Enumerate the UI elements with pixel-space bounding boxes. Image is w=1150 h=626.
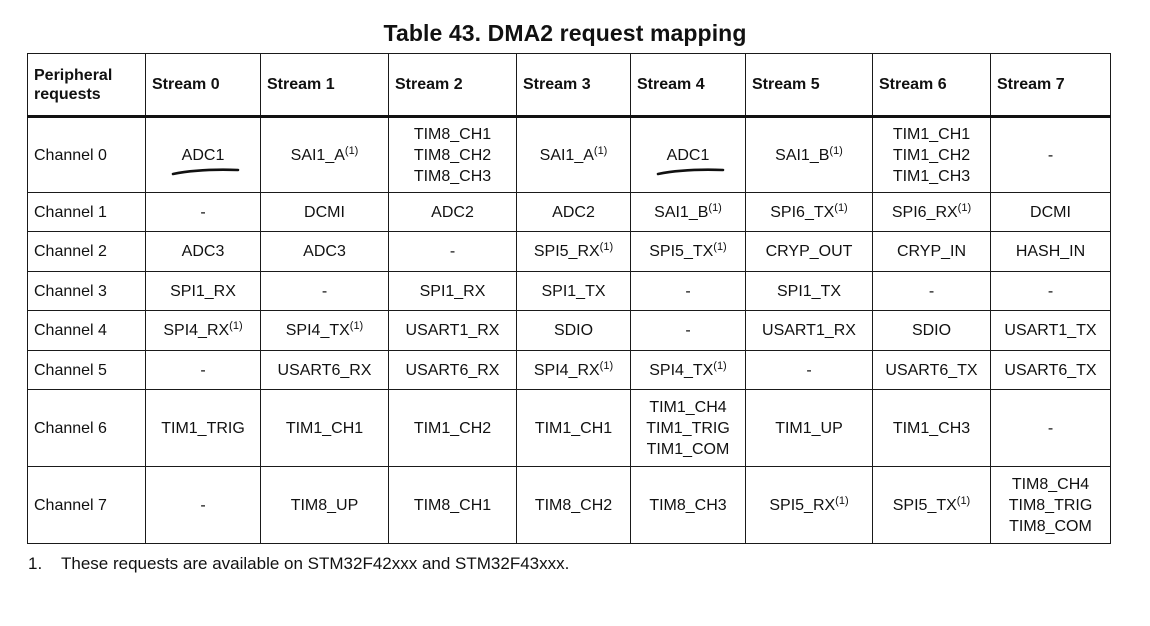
mapping-cell	[261, 117, 389, 193]
footnote-reference: (1)	[349, 320, 364, 332]
mapping-cell	[873, 351, 991, 390]
footnote-number: 1.	[28, 554, 43, 573]
request-name	[517, 281, 630, 302]
request-text: TIM1_CH1	[534, 419, 613, 437]
mapping-cell	[517, 467, 631, 544]
request-name	[631, 397, 745, 418]
request-name	[631, 202, 745, 223]
mapping-cell	[517, 351, 631, 390]
mapping-cell	[389, 193, 517, 232]
request-name	[389, 495, 516, 516]
mapping-cell	[261, 193, 389, 232]
footnote-reference: (1)	[956, 494, 971, 507]
peripheral-header-line-1: Peripheral	[34, 66, 113, 84]
request-text: -	[806, 361, 812, 379]
mapping-cell	[631, 232, 746, 272]
request-name	[991, 360, 1110, 381]
request-text: SPI5_TX	[892, 496, 957, 514]
request-text: -	[1047, 419, 1054, 437]
mapping-cell	[873, 390, 991, 467]
request-name	[517, 418, 630, 439]
mapping-cell	[631, 311, 746, 351]
request-text: TIM1_CH1	[285, 419, 364, 437]
request-name	[991, 145, 1110, 166]
channel-label: Channel 5	[28, 351, 146, 390]
request-name	[746, 495, 872, 516]
request-text: SAI1_A	[290, 146, 345, 164]
request-text: CRYP_IN	[896, 243, 967, 260]
request-text: TIM8_CH4	[1011, 475, 1090, 493]
channel-label: Channel 0	[28, 117, 146, 193]
request-text: SAI1_A	[539, 146, 594, 164]
mapping-cell	[517, 193, 631, 232]
request-name	[261, 145, 388, 166]
request-text: -	[685, 322, 691, 339]
request-text: TIM8_CH3	[413, 167, 492, 185]
request-name	[991, 202, 1110, 223]
request-text: USART6_RX	[405, 361, 500, 379]
request-name	[873, 360, 990, 381]
request-text: ADC1	[181, 146, 225, 164]
mapping-cell	[873, 467, 991, 544]
table-row	[28, 193, 1111, 232]
mapping-cell	[517, 117, 631, 193]
header-row	[28, 54, 1111, 117]
channel-label: Channel 6	[28, 390, 146, 467]
request-name	[517, 241, 630, 262]
mapping-cell	[261, 351, 389, 390]
mapping-cell	[389, 272, 517, 311]
mapping-cell	[146, 390, 261, 467]
mapping-cell	[746, 232, 873, 272]
footnote-reference: (1)	[713, 359, 727, 372]
request-name	[389, 281, 516, 302]
request-name	[517, 202, 630, 223]
peripheral-requests-header	[28, 54, 146, 117]
request-name	[389, 202, 516, 223]
request-name	[873, 145, 990, 166]
request-name	[517, 145, 630, 166]
request-text: HASH_IN	[1015, 243, 1086, 260]
mapping-cell	[146, 467, 261, 544]
stream-0-header: Stream 0	[146, 54, 261, 117]
request-text: SPI5_RX	[533, 243, 600, 260]
request-text: TIM8_UP	[290, 496, 359, 514]
request-name	[991, 474, 1110, 495]
mapping-cell	[746, 351, 873, 390]
mapping-cell	[389, 467, 517, 544]
footnote-reference: (1)	[599, 359, 614, 372]
footnote-reference: (1)	[713, 241, 727, 253]
request-text: TIM8_CH2	[534, 496, 613, 514]
mapping-cell	[146, 117, 261, 193]
mapping-cell	[746, 272, 873, 311]
request-text: -	[1047, 146, 1054, 164]
mapping-cell	[631, 117, 746, 193]
request-text: ADC1	[666, 146, 710, 164]
request-text: -	[685, 282, 691, 300]
request-name	[631, 360, 745, 381]
request-name	[746, 145, 872, 166]
mapping-cell	[873, 311, 991, 351]
mapping-cell	[631, 351, 746, 390]
request-name	[389, 360, 516, 381]
mapping-cell	[146, 193, 261, 232]
mapping-cell	[631, 193, 746, 232]
mapping-cell	[631, 467, 746, 544]
mapping-cell	[873, 272, 991, 311]
table-row	[28, 272, 1111, 311]
peripheral-header-line-2: requests	[34, 85, 101, 103]
request-text: TIM8_COM	[1009, 517, 1092, 535]
request-text: SPI4_TX	[649, 361, 714, 379]
request-name	[746, 281, 872, 302]
request-name	[261, 281, 388, 302]
request-name	[146, 360, 260, 381]
mapping-cell	[991, 311, 1111, 351]
table-row	[28, 232, 1111, 272]
request-name	[261, 360, 388, 381]
request-name	[389, 145, 516, 166]
mapping-cell	[389, 390, 517, 467]
footnote-reference: (1)	[229, 320, 243, 332]
request-text: TIM8_CH2	[413, 146, 492, 164]
request-text: SDIO	[911, 322, 952, 339]
request-name	[991, 495, 1110, 516]
mapping-cell	[991, 351, 1111, 390]
request-text: TIM1_CH3	[892, 167, 971, 185]
request-text: -	[200, 496, 206, 514]
request-text: DCMI	[304, 203, 345, 221]
channel-label: Channel 4	[28, 311, 146, 351]
request-name	[746, 241, 872, 262]
request-text: SPI6_TX	[770, 203, 835, 221]
dma2-request-mapping-table	[27, 53, 1111, 544]
request-text: TIM1_CH1	[892, 125, 971, 143]
request-text: SPI1_TX	[541, 282, 606, 300]
request-text: TIM8_CH3	[649, 496, 727, 514]
footnote-reference: (1)	[957, 201, 972, 214]
request-name	[991, 241, 1110, 262]
request-name	[873, 202, 990, 223]
pen-underline-mark	[170, 165, 242, 179]
stream-1-header: Stream 1	[261, 54, 389, 117]
request-text: ADC3	[303, 243, 346, 260]
mapping-cell	[746, 117, 873, 193]
request-name	[389, 418, 516, 439]
request-name	[146, 281, 260, 302]
table-row	[28, 467, 1111, 544]
mapping-cell	[991, 390, 1111, 467]
request-name	[873, 281, 990, 302]
stream-6-header: Stream 6	[873, 54, 991, 117]
mapping-cell	[746, 311, 873, 351]
request-text: USART6_TX	[1004, 361, 1097, 379]
request-text: SPI5_TX	[649, 243, 714, 260]
footnote-reference: (1)	[593, 144, 608, 157]
mapping-cell	[873, 232, 991, 272]
request-text: SAI1_B	[775, 146, 830, 164]
request-text: TIM1_CH2	[892, 146, 971, 164]
channel-label: Channel 2	[28, 232, 146, 272]
mapping-cell	[991, 272, 1111, 311]
request-text: -	[200, 361, 206, 379]
request-text: -	[1047, 282, 1054, 300]
request-text: SDIO	[553, 322, 594, 339]
request-name	[517, 495, 630, 516]
handwritten-underline-annotation	[182, 145, 225, 166]
table-title: Table 43. DMA2 request mapping	[383, 20, 747, 46]
request-text: SPI4_TX	[285, 322, 350, 339]
mapping-cell	[261, 390, 389, 467]
stream-4-header: Stream 4	[631, 54, 746, 117]
request-text: TIM1_COM	[646, 440, 730, 458]
handwritten-underline-annotation	[667, 145, 710, 166]
table-body	[28, 117, 1111, 544]
mapping-cell	[991, 232, 1111, 272]
request-name	[261, 241, 388, 262]
mapping-cell	[146, 351, 261, 390]
mapping-cell	[873, 117, 991, 193]
request-text: SPI1_RX	[170, 282, 236, 300]
request-text: USART1_RX	[762, 322, 856, 339]
request-name	[991, 418, 1110, 439]
stream-2-header: Stream 2	[389, 54, 517, 117]
footnote-text: These requests are available on STM32F42xxx and STM32F43xxx.	[61, 554, 570, 573]
request-name	[146, 241, 260, 262]
channel-label: Channel 3	[28, 272, 146, 311]
request-name	[389, 241, 516, 262]
request-text: SPI4_RX	[163, 322, 230, 339]
mapping-cell	[146, 272, 261, 311]
mapping-cell	[389, 232, 517, 272]
request-text: ADC3	[181, 243, 225, 260]
mapping-cell	[631, 390, 746, 467]
request-text: ADC2	[552, 203, 595, 221]
request-name	[631, 418, 745, 439]
request-text: USART6_TX	[885, 361, 978, 379]
footnote-reference: (1)	[829, 144, 843, 157]
request-name	[991, 516, 1110, 537]
request-text: TIM1_TRIG	[161, 419, 245, 437]
mapping-cell	[517, 390, 631, 467]
request-name	[746, 202, 872, 223]
pen-underline-mark	[655, 165, 727, 179]
mapping-cell	[991, 117, 1111, 193]
request-text: -	[928, 282, 935, 300]
mapping-cell	[261, 232, 389, 272]
request-name	[146, 320, 260, 341]
request-text: TIM8_CH1	[413, 125, 492, 143]
request-name	[261, 202, 388, 223]
request-text: TIM8_TRIG	[1008, 496, 1093, 514]
request-text: USART6_RX	[277, 361, 372, 379]
request-text: -	[321, 282, 328, 300]
request-name	[873, 166, 990, 187]
stream-7-header: Stream 7	[991, 54, 1111, 117]
table-row	[28, 117, 1111, 193]
mapping-cell	[517, 232, 631, 272]
request-name	[746, 360, 872, 381]
request-text: TIM1_CH2	[413, 419, 492, 437]
request-name	[873, 124, 990, 145]
request-text: USART1_TX	[1004, 322, 1097, 339]
request-text: TIM1_UP	[775, 419, 843, 437]
mapping-cell	[631, 272, 746, 311]
footnote-reference: (1)	[599, 241, 614, 253]
request-name	[991, 320, 1110, 341]
request-name	[261, 418, 388, 439]
request-name	[261, 495, 388, 516]
request-name	[389, 320, 516, 341]
request-text: SPI1_RX	[419, 282, 486, 300]
channel-label: Channel 7	[28, 467, 146, 544]
mapping-cell	[873, 193, 991, 232]
request-name	[873, 320, 990, 341]
request-name	[146, 495, 260, 516]
request-name	[991, 281, 1110, 302]
request-name	[631, 320, 745, 341]
mapping-cell	[991, 467, 1111, 544]
mapping-cell	[991, 193, 1111, 232]
stream-3-header: Stream 3	[517, 54, 631, 117]
mapping-cell	[146, 311, 261, 351]
mapping-cell	[389, 117, 517, 193]
mapping-cell	[517, 272, 631, 311]
request-text: SPI1_TX	[776, 282, 842, 300]
request-name	[631, 241, 745, 262]
request-text: SPI6_RX	[891, 203, 958, 221]
table-row	[28, 390, 1111, 467]
request-name	[631, 145, 745, 166]
footnote-reference: (1)	[344, 144, 359, 157]
mapping-cell	[517, 311, 631, 351]
request-text: DCMI	[1030, 203, 1071, 221]
request-text: SPI5_RX	[769, 496, 836, 514]
request-name	[631, 281, 745, 302]
stream-5-header: Stream 5	[746, 54, 873, 117]
footnote	[28, 554, 569, 574]
request-name	[517, 360, 630, 381]
table-row	[28, 311, 1111, 351]
request-text: SAI1_B	[654, 203, 709, 221]
mapping-cell	[146, 232, 261, 272]
footnote-reference: (1)	[834, 201, 848, 214]
mapping-cell	[261, 311, 389, 351]
request-text: -	[200, 203, 206, 221]
request-text: TIM1_CH4	[649, 398, 727, 416]
request-name	[873, 495, 990, 516]
request-name	[146, 418, 260, 439]
request-name	[389, 166, 516, 187]
request-text: SPI4_RX	[533, 361, 600, 379]
request-text: TIM8_CH1	[413, 496, 492, 514]
request-text: TIM1_TRIG	[646, 419, 730, 437]
mapping-cell	[389, 351, 517, 390]
request-name	[631, 439, 745, 460]
request-name	[146, 145, 260, 166]
request-name	[261, 320, 388, 341]
request-text: ADC2	[431, 203, 474, 221]
table-row	[28, 351, 1111, 390]
channel-label: Channel 1	[28, 193, 146, 232]
request-name	[389, 124, 516, 145]
request-name	[631, 495, 745, 516]
footnote-reference: (1)	[708, 201, 722, 214]
footnote-reference: (1)	[835, 494, 849, 507]
request-name	[873, 241, 990, 262]
mapping-cell	[261, 272, 389, 311]
request-name	[746, 418, 872, 439]
mapping-cell	[746, 193, 873, 232]
request-text: TIM1_CH3	[892, 419, 971, 437]
request-name	[146, 202, 260, 223]
request-name	[517, 320, 630, 341]
request-name	[746, 320, 872, 341]
mapping-cell	[746, 390, 873, 467]
request-text: USART1_RX	[405, 322, 500, 339]
request-name	[873, 418, 990, 439]
mapping-cell	[261, 467, 389, 544]
mapping-cell	[389, 311, 517, 351]
request-text: -	[449, 243, 456, 260]
mapping-cell	[746, 467, 873, 544]
request-text: CRYP_OUT	[765, 243, 853, 260]
